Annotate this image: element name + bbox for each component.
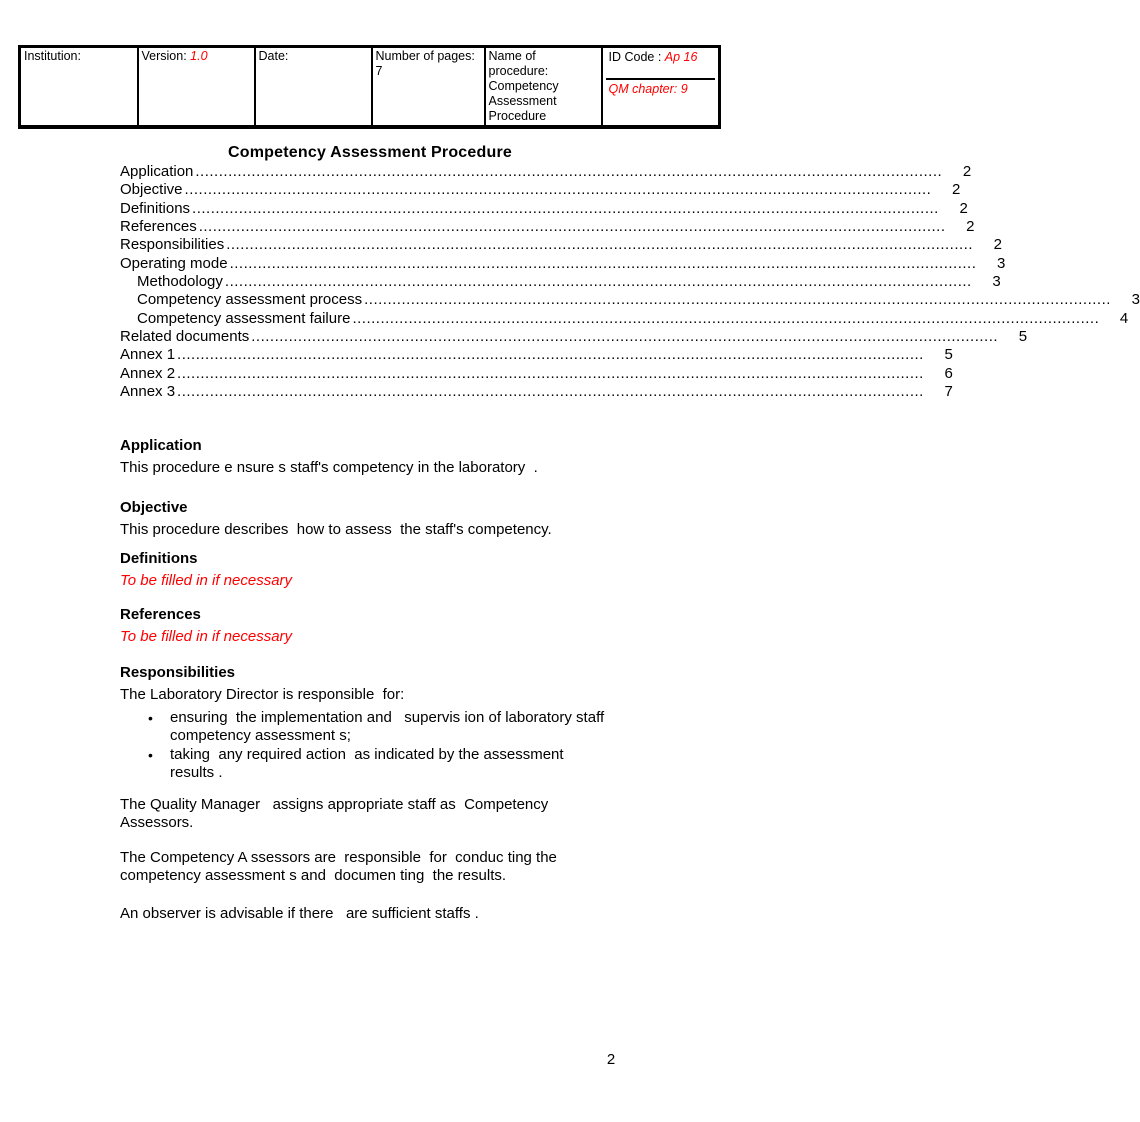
toc-page-number: 2 [962, 163, 972, 180]
toc-entry [120, 291, 1140, 309]
toc-entry [120, 236, 1003, 254]
toc-entry-label: Competency assessment failure [137, 309, 351, 327]
toc-entry [120, 309, 1129, 328]
id-code-value: Ap 16 [664, 50, 698, 64]
institution-label: Institution: [24, 49, 81, 63]
objective-body: This procedure describes how to assess the staff's competency. [120, 521, 552, 539]
id-code-cell [602, 47, 720, 128]
toc-entry-label: Operating mode [120, 254, 228, 272]
toc-leader-dots: ................................................................................................................................................................ [177, 383, 924, 401]
toc-page-number: 6 [944, 364, 953, 382]
procedure-value: Competency Assessment Procedure [488, 79, 559, 123]
objective-heading: Objective [120, 499, 188, 516]
pages-value: 7 [375, 64, 383, 78]
toc-entry-label: References [120, 218, 197, 236]
bullet-text: taking any required action as indicated by the assessment results . [170, 745, 564, 782]
toc-entry-label: Annex 2 [120, 364, 176, 382]
toc-leader-dots: ................................................................................................................................................................ [198, 218, 946, 236]
toc-page-number: 3 [997, 254, 1006, 272]
section-application [120, 437, 622, 478]
toc-entry-label: Annex 1 [120, 346, 176, 364]
responsibilities-intro: The Laboratory Director is responsible for: [120, 686, 405, 704]
pages-label: Number of pages: [375, 49, 475, 63]
references-heading: References [120, 606, 201, 623]
institution-cell [20, 47, 138, 128]
toc-leader-dots: ................................................................................................................................................................ [184, 181, 932, 199]
toc-entry-label: Objective [120, 181, 183, 199]
toc-entry-label: Competency assessment process [137, 291, 363, 309]
toc [120, 163, 1140, 401]
toc-page-number: 2 [966, 218, 975, 236]
references-body: To be filled in if necessary [120, 628, 293, 646]
toc-entry-label: Annex 3 [120, 383, 176, 401]
toc-page-number: 4 [1119, 309, 1129, 327]
date-cell [255, 47, 372, 128]
bullet-text: ensuring the implementation and supervis ion of laboratory staff competency assessment s; [170, 708, 605, 745]
toc-leader-dots: ................................................................................................................................................................ [364, 291, 1111, 309]
toc-leader-dots: ................................................................................................................................................................ [229, 254, 977, 272]
document-title: Competency Assessment Procedure [228, 144, 512, 161]
id-code-label: ID Code : [608, 50, 665, 64]
toc-page-number: 7 [944, 383, 953, 401]
toc-entry-label: Application [120, 163, 194, 180]
version-cell [138, 47, 255, 128]
id-code-row [606, 49, 716, 80]
page-number: 2 [606, 1051, 616, 1068]
toc-page-number: 5 [944, 346, 953, 364]
toc-entry [120, 364, 953, 383]
toc-entry-label: Definitions [120, 199, 191, 217]
responsibilities-heading: Responsibilities [120, 664, 236, 681]
header-table [18, 45, 721, 129]
toc-page-number: 5 [1018, 328, 1028, 346]
section-definitions [120, 550, 622, 591]
qm-chapter-row [606, 80, 716, 99]
definitions-heading: Definitions [120, 550, 198, 567]
bullet-item [120, 746, 622, 783]
application-heading: Application [120, 437, 202, 454]
section-responsibilities [120, 664, 622, 782]
toc-page-number: 2 [951, 181, 961, 199]
toc-entry-label: Related documents [120, 328, 250, 346]
toc-entry [120, 163, 972, 181]
toc-page-number: 2 [959, 199, 968, 217]
paragraph-quality-manager: The Quality Manager assigns appropriate staff as Competency Assessors. [120, 796, 549, 832]
toc-leader-dots: ................................................................................................................................................................ [177, 346, 924, 364]
version-label: Version: [141, 49, 191, 63]
toc-entry [120, 199, 968, 218]
bullet-item [120, 709, 622, 746]
toc-entry-label: Responsibilities [120, 236, 225, 254]
toc-leader-dots: ................................................................................................................................................................ [352, 309, 1100, 327]
procedure-name-cell [485, 47, 602, 128]
toc-leader-dots: ................................................................................................................................................................ [224, 273, 972, 291]
section-references [120, 606, 622, 647]
toc-entry-label: Methodology [137, 273, 223, 291]
toc-page-number: 3 [1131, 291, 1140, 309]
responsibilities-bullet-list [120, 709, 622, 783]
toc-page-number: 2 [993, 236, 1003, 254]
toc-entry [120, 181, 961, 199]
toc-entry [120, 218, 975, 236]
toc-entry [120, 328, 1028, 346]
toc-entry [120, 273, 1001, 291]
definitions-body: To be filled in if necessary [120, 572, 293, 590]
toc-page-number: 3 [992, 273, 1001, 291]
date-label: Date: [258, 49, 289, 63]
toc-entry [120, 383, 953, 401]
toc-leader-dots: ................................................................................................................................................................ [192, 199, 939, 217]
toc-leader-dots: ................................................................................................................................................................ [226, 236, 974, 254]
toc-leader-dots: ................................................................................................................................................................ [195, 163, 943, 180]
procedure-label: Name of procedure: [488, 49, 549, 78]
toc-leader-dots: ................................................................................................................................................................ [251, 328, 999, 346]
qm-chapter-value: QM chapter: 9 [608, 82, 688, 96]
paragraph-competency-assessors: The Competency A ssessors are responsible for conduc ting the competency assessment s and documen ting the results. [120, 849, 557, 885]
pages-cell [372, 47, 485, 128]
toc-entry [120, 346, 953, 364]
section-objective [120, 499, 622, 540]
paragraph-observer: An observer is advisable if there are sufficient staffs . [120, 905, 479, 922]
version-value: 1.0 [190, 49, 208, 63]
toc-leader-dots: ................................................................................................................................................................ [177, 364, 924, 382]
toc-entry [120, 254, 1006, 273]
application-body: This procedure e nsure s staff's competency in the laboratory . [120, 459, 538, 477]
